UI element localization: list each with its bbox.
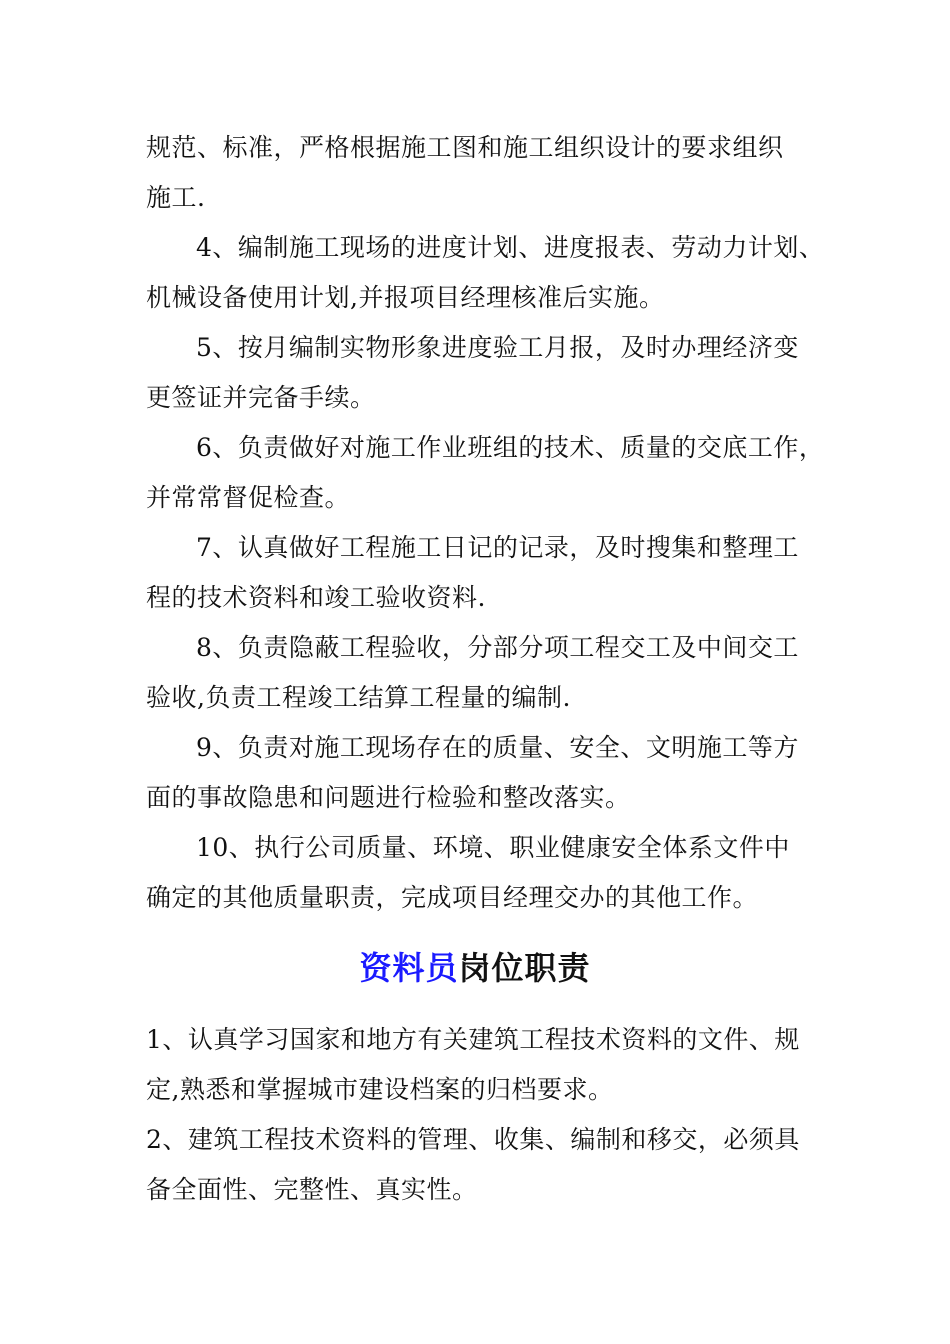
list-item-1-line-2: 定,熟悉和掌握城市建设档案的归档要求。 [146,1075,614,1104]
list-item-7-line-1: 7、认真做好工程施工日记的记录，及时搜集和整理工 [196,533,799,562]
section-title-rest: 岗位职责 [458,949,591,987]
list-item-8-line-1: 8、负责隐蔽工程验收，分部分项工程交工及中间交工 [196,633,799,662]
list-item-6-line-2: 并常常督促检查。 [146,483,351,512]
list-item-9-line-2: 面的事故隐患和问题进行检验和整改落实。 [146,783,631,812]
list-item-5-line-1: 5、按月编制实物形象进度验工月报，及时办理经济变 [196,333,799,362]
list-item-10-line-1: 10、执行公司质量、环境、职业健康安全体系文件中 [196,833,790,862]
list-item-9-line-1: 9、负责对施工现场存在的质量、安全、文明施工等方 [196,733,799,762]
list-item-1-line-1: 1、认真学习国家和地方有关建筑工程技术资料的文件、规 [146,1025,800,1054]
list-item-7-line-2: 程的技术资料和竣工验收资料. [146,583,486,612]
list-item-10-line-2: 确定的其他质量职责，完成项目经理交办的其他工作。 [146,883,759,912]
list-item-4-line-1: 4、编制施工现场的进度计划、进度报表、劳动力计划、 [196,233,825,262]
section-title [0,948,950,988]
list-item-6-line-1: 6、负责做好对施工作业班组的技术、质量的交底工作， [196,433,825,462]
list-item-2-line-2: 备全面性、完整性、真实性。 [146,1175,478,1204]
list-item-2-line-1: 2、建筑工程技术资料的管理、收集、编制和移交，必须具 [146,1125,800,1154]
list-item-4-line-2: 机械设备使用计划,并报项目经理核准后实施。 [146,283,665,312]
section-title-accent: 资料员 [359,949,459,987]
paragraph-line: 规范、标准，严格根据施工图和施工组织设计的要求组织 [146,133,784,162]
list-item-8-line-2: 验收,负责工程竣工结算工程量的编制. [146,683,571,712]
paragraph-line: 施工. [146,183,206,212]
list-item-5-line-2: 更签证并完备手续。 [146,383,376,412]
